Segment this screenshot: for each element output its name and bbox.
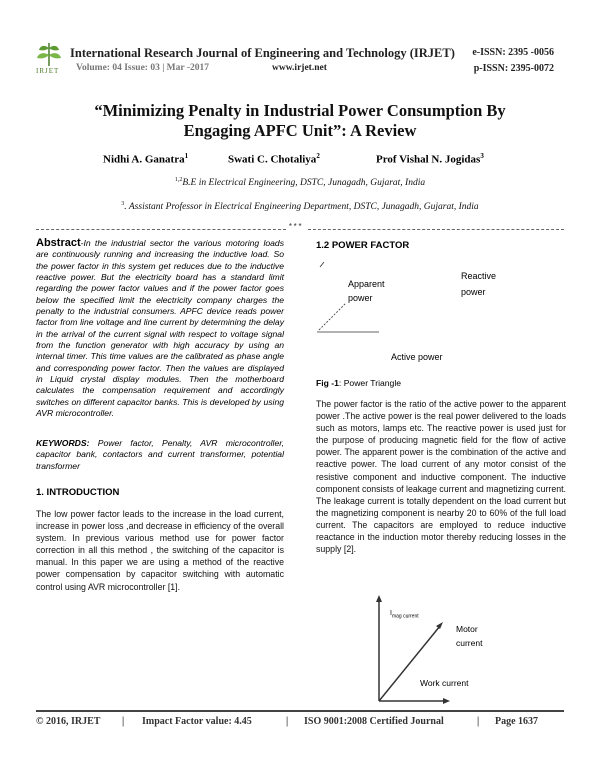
author-sup: 1 — [184, 152, 189, 160]
author-sup: 3 — [480, 152, 484, 160]
eissn: e-ISSN: 2395 -0056 — [472, 47, 554, 58]
author-name: Nidhi A. Ganatra — [103, 153, 185, 166]
abstract-label: Abstract — [36, 237, 81, 249]
active-power-label: Active power — [391, 352, 443, 362]
fig1-caption — [316, 378, 566, 388]
paper-title — [40, 101, 560, 141]
motor-current-label — [456, 622, 482, 650]
reactive-power-label — [461, 268, 496, 300]
motor-line1: Motor — [456, 624, 478, 634]
footer-sep: | — [286, 716, 289, 727]
reactive-line2: power — [461, 287, 486, 297]
footer-impact: Impact Factor value: 4.45 — [142, 716, 252, 727]
logo-text: IRJET — [36, 67, 60, 75]
apparent-line1: Apparent — [348, 279, 385, 289]
intro-heading: 1. INTRODUCTION — [36, 487, 120, 498]
apparent-power-label — [348, 277, 385, 305]
imag-symbol: I — [390, 610, 392, 617]
pf-heading: 1.2 POWER FACTOR — [316, 240, 410, 251]
author-sup: 2 — [316, 152, 320, 160]
keywords — [36, 438, 284, 472]
fig1-caption-label: Fig -1 — [316, 378, 339, 388]
separator-mark: *** — [288, 223, 303, 232]
imag-label — [390, 610, 419, 619]
intro-text: The low power factor leads to the increase in the load current, increase in power loss ,and decrease in efficiency of the overall system. In previous various method use for power factor correction in all this method , the switching of the capacitor is manual. In this paper we are using a method of the reactive power compensation by capacitor switching with automatic control using AVR microcontroller [1]. — [36, 509, 284, 592]
section-separator — [36, 223, 564, 232]
affil-sup: 1,2 — [174, 177, 183, 183]
footer-copyright: © 2016, IRJET — [36, 716, 101, 727]
author-1 — [103, 152, 188, 166]
author-2 — [228, 152, 320, 166]
footer-iso: ISO 9001:2008 Certified Journal — [304, 716, 444, 727]
current-phasor-figure — [370, 593, 510, 708]
affil-text: . Assistant Professor in Electrical Engineering Department, DSTC, Junagadh, Gujarat, India — [124, 202, 479, 213]
motor-line2: current — [456, 638, 483, 648]
keywords-label: KEYWORDS: — [36, 438, 90, 448]
pissn: p-ISSN: 2395-0072 — [473, 63, 554, 74]
affil-text: B.E in Electrical Engineering, DSTC, Junagadh, Gujarat, India — [182, 178, 426, 189]
power-triangle-figure — [316, 258, 566, 368]
title-line-2: Engaging APFC Unit”: A Review — [183, 121, 417, 140]
imag-sub: mag current — [391, 613, 419, 620]
footer-rule — [36, 710, 564, 712]
keywords-text: Power factor, Penalty, AVR microcontroller, capacitor bank, contactors and current transformer, potential transformer — [36, 438, 285, 471]
journal-website[interactable]: www.irjet.net — [272, 63, 327, 73]
footer-sep: | — [122, 716, 125, 727]
fig1-caption-text: : Power Triangle — [338, 378, 402, 388]
reactive-line1: Reactive — [461, 271, 497, 281]
journal-name: International Research Journal of Engineering and Technology (IRJET) — [70, 46, 455, 60]
pf-text: The power factor is the ratio of the active power to the apparent power .The active power is the real power delivered to the loads such as motors, lamps etc. The reactive power is used just for the purpose of producing magnetic field for the flow of active power. The apparent power is the combination of the active and reactive power. The load current of any motor consist of the resistive component and inductive component. The inductive component consists of leakage current and magnetizing current. The leakage current is totally dependent on the load current but the magnetizing component is nearby 20 to 60% of the full load current. The capacitors are employed to reduce inductive reactance in the induction motor thereby reducing losses in the supply [2]. — [316, 399, 566, 555]
footer-sep: | — [477, 716, 480, 727]
apparent-line2: power — [348, 293, 373, 303]
abstract-text: -In the industrial sector the various motoring loads are continuously running and increasing the inductive load. So the power factor in this system get reduces due to the inductive reactive power. But the electricity board has a standard limit regarding the power factor values and if the power factor goes below the specified limit the electricity company charges the penalty to the industrial consumers. APFC device reads power factor from line voltage and line current by determining the delay in the arrival of the current signal with respect to voltage signal from the function generator with high accuracy by using an internal timer. This time values are the calibrated as phase angle and corresponding power factor. Then the values are displayed in Liquid crystal display modules. Then the motherboard calculates the compensation requirement and accordingly switches on different capacitor banks. This is developed by using AVR microcontroller. — [36, 238, 284, 419]
affil-sup: 3 — [121, 201, 125, 207]
leaf-logo-icon — [36, 40, 62, 68]
affiliation-1 — [40, 177, 560, 188]
author-name: Prof Vishal N. Jogidas — [376, 153, 481, 166]
volume-issue: Volume: 04 Issue: 03 | Mar -2017 — [76, 63, 209, 73]
author-name: Swati C. Chotaliya — [228, 153, 317, 166]
abstract — [36, 238, 284, 420]
author-3 — [376, 152, 484, 166]
work-current-label: Work current — [420, 678, 469, 688]
journal-logo — [36, 40, 62, 68]
footer-page: Page 1637 — [495, 716, 539, 727]
title-line-1: “Minimizing Penalty in Industrial Power Consumption By — [94, 101, 506, 120]
affiliation-2 — [40, 201, 560, 212]
